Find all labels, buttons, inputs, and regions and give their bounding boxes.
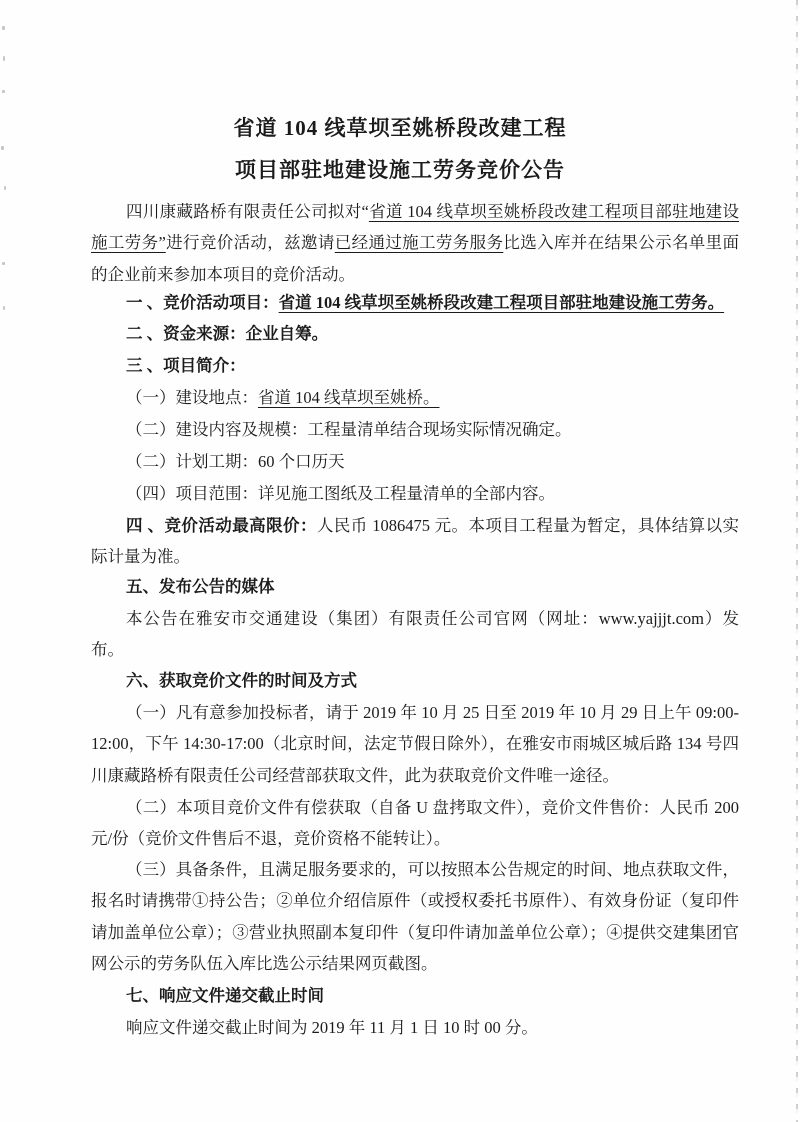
deadline-paragraph [91,1012,739,1043]
sub-item-construction-period [91,446,739,477]
text-segment: （一）凡有意参加投标者，请于 2019 年 10 月 25 日至 2019 年 10 月 29 日上午 09:00-12:00，下午 14:30-17:00（北京时间，法定节假日除外），在雅安市雨城区城后路 134 号四川康藏路桥有限责任公司经营部获取文件，此为获取竞价文件唯一途径。 [91,703,739,785]
text-segment: 省道 104 线草坝至姚桥段改建工程项目部驻地建设施工劳务” [91,202,740,253]
item-5-media-heading [91,571,739,602]
title-line-2: 项目部驻地建设施工劳务竞价公告 [235,158,565,182]
scan-speck [2,262,5,265]
sub-item-obtain-time [91,697,739,791]
title-line-1: 省道 104 线草坝至姚桥段改建工程 [233,116,567,140]
item-6-obtain-documents-heading [91,665,739,696]
scan-speck [3,306,5,310]
item-4-max-price [91,510,739,573]
text-segment: 七、响应文件递交截止时间 [126,986,324,1005]
text-segment: （三）具备条件，且满足服务要求的，可以按照本公告规定的时间、地点获取文件，报名时请携带①持公告；②单位介绍信原件（或授权委托书原件）、有效身份证（复印件请加盖单位公章）；③营业执照副本复印件（复印件请加盖单位公章）；④提供交建集团官网公示的劳务队伍入库比选公示结果网页截图。 [91,860,739,974]
text-segment: 省道 104 线草坝至姚桥。 [258,388,440,407]
sub-item-document-fee [91,792,739,855]
text-segment: 进行竞价活动，兹邀请 [165,233,335,253]
text-segment: 本公告在雅安市交通建设（集团）有限责任公司官网（网址：www.yajjjt.com）发布。 [91,609,739,660]
item-2-funding-source [91,318,739,349]
sub-item-project-range [91,478,739,509]
sub-item-construction-location [91,382,739,413]
scan-speck [2,26,5,30]
text-segment: 省道 104 线草坝至姚桥段改建工程项目部驻地建设施工劳务。 [278,293,725,312]
text-segment: 六、获取竞价文件的时间及方式 [126,671,357,690]
media-paragraph [91,603,739,666]
sub-item-requirements [91,854,739,980]
sub-item-construction-scope [91,414,739,445]
text-segment: 二 、资金来源：企业自筹。 [126,324,329,343]
text-segment: （二）本项目竞价文件有偿获取（自备 U 盘拷取文件），竞价文件售价：人民币 200 元/份（竞价文件售后不退，竞价资格不能转让）。 [91,798,739,849]
item-1-bidding-project [91,287,739,318]
text-segment: 五、发布公告的媒体 [126,577,275,596]
document-title [0,107,800,191]
text-segment: 四 、竞价活动最高限价： [126,516,317,535]
intro-paragraph [91,196,739,290]
text-segment: 响应文件递交截止时间为 2019 年 11 月 1 日 10 时 00 分。 [126,1018,538,1037]
text-segment: （二）建设内容及规模：工程量清单结合现场实际情况确定。 [126,420,572,439]
scan-speck [2,90,5,93]
text-segment: （一）建设地点： [126,388,258,407]
item-3-project-overview [91,350,739,381]
text-segment: 四川康藏路桥有限责任公司拟对“ [126,202,369,221]
text-segment: 人民币 1086475 元。本项目工程量为暂定，具体结算以实际计量为准。 [91,516,739,567]
item-7-deadline-heading [91,980,739,1011]
text-segment: 一 、竞价活动项目： [126,293,279,312]
text-segment: 已经通过施工劳务服务 [334,233,504,253]
scan-speck [3,56,5,61]
text-segment: （二）计划工期：60 个口历天 [126,452,345,471]
text-segment: （四）项目范围：详见施工图纸及工程量清单的全部内容。 [126,484,555,503]
text-segment: 比选入库并在结果公示名单里面的企业前来参加本项目的竞价活动。 [91,233,740,284]
text-segment: 三 、项目简介： [126,356,246,375]
